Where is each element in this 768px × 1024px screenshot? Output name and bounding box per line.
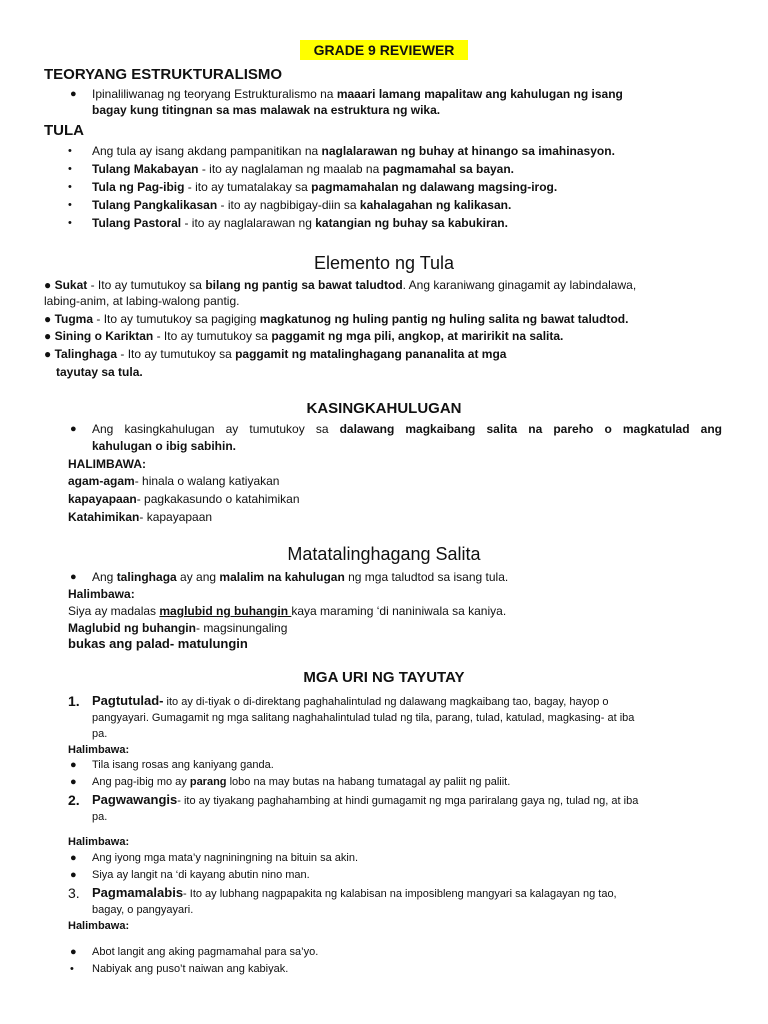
kasing-halimbawa: HALIMBAWA: [68,457,146,471]
tayutay-3-line-2: bagay, o pangyayari. [92,904,194,916]
elemento-sining: ● Sining o Kariktan - Ito ay tumutukoy sa paggamit ng mga pili, angkop, at maririkit na salita. [44,329,564,343]
mata-example-1: Siya ay madalas maglubid ng buhangin kaya maraming ‘di naniniwala sa kaniya. [68,604,507,618]
tula-item-2: Tulang Makabayan - ito ay naglalaman ng maalab na pagmamahal sa bayan. [92,162,514,176]
tula-item-5: Tulang Pastoral - ito ay naglalarawan ng katangian ng buhay sa kabukiran. [92,216,508,230]
bullet-icon: ● [70,946,77,958]
elemento-talinghaga-cont: tayutay sa tula. [56,365,143,379]
bullet-icon: • [68,181,72,193]
tayutay-number-1: 1. [68,693,80,709]
bullet-icon: • [68,163,72,175]
heading-matatalinghaga: Matatalinghagang Salita [287,544,481,564]
bullet-icon: ● [70,759,77,771]
tayutay-3-example-1: Abot langit ang aking pagmamahal para sa’yo. [92,946,319,958]
elemento-talinghaga: ● Talinghaga - Ito ay tumutukoy sa paggamit ng matalinghagang pananalita at mga [44,347,507,361]
bullet-icon: ● [70,869,77,881]
estrukturalismo-line-1: Ipinaliliwanag ng teoryang Estrukturalismo na maaari lamang mapalitaw ang kahulugan ng isang [92,87,623,101]
bullet-icon: • [68,199,72,211]
mata-example-2: Maglubid ng buhangin- magsinungaling [68,621,288,635]
tayutay-2-line-2: pa. [92,811,108,823]
kasing-example-1: agam-agam- hinala o walang katiyakan [68,474,280,488]
elemento-tugma: ● Tugma - Ito ay tumutukoy sa pagiging magkatunog ng huling pantig ng huling salita ng bawat taludtod. [44,312,629,326]
tayutay-2-example-2: Siya ay langit na ‘di kayang abutin nino man. [92,869,310,881]
tayutay-1-line-3: pa. [92,728,108,740]
bullet-icon: ● [70,88,77,100]
tayutay-1-line-1: Pagtutulad- ito ay di-tiyak o di-direktang paghahalintulad ng dalawang magkaibang tao, bagay, hayop o [92,693,609,708]
tayutay-3-line-1: Pagmamalabis- Ito ay lubhang nagpapakita ng kalabisan na imposibleng mangyari sa kalagayan ng tao, [92,885,617,900]
bullet-icon: ● [70,423,77,435]
tayutay-3-example-2: Nabiyak ang puso’t naiwan ang kabiyak. [92,963,289,975]
kasing-line-1: Ang kasingkahulugan ay tumutukoy sa dalawang magkaibang salita na pareho o magkatulad ang [92,422,722,436]
tayutay-2-line-1: Pagwawangis- ito ay tiyakang paghahambing at hindi gumagamit ng mga pariralang gaya ng, tulad ng, at iba [92,792,639,807]
tayutay-3-halimbawa: Halimbawa: [68,920,130,932]
bullet-icon: • [70,963,74,975]
estrukturalismo-line-2: bagay kung titingnan sa mas malawak na estruktura ng wika. [92,103,441,117]
tayutay-1-example-2: Ang pag-ibig mo ay parang lobo na may butas na habang tumatagal ay paliit ng paliit. [92,776,511,788]
heading-kasingkahulugan: KASINGKAHULUGAN [306,400,462,417]
bullet-icon: ● [70,852,77,864]
bullet-icon: • [68,145,72,157]
tayutay-2-example-1: Ang iyong mga mata’y nagniningning na bituin sa akin. [92,852,359,864]
heading-tula: TULA [44,122,84,139]
tayutay-1-line-2: pangyayari. Gumagamit ng mga salitang naghahalintulad tulad ng tila, parang, tulad, katulad, magkasing- at iba [92,712,635,724]
tula-item-1: Ang tula ay isang akdang pampanitikan na naglalarawan ng buhay at hinango sa imahinasyon. [92,144,615,158]
tula-item-4: Tulang Pangkalikasan - ito ay nagbibigay-diin sa kahalagahan ng kalikasan. [92,198,512,212]
kasing-example-3: Katahimikan- kapayapaan [68,510,213,524]
tula-item-3: Tula ng Pag-ibig - ito ay tumatalakay sa pagmamahalan ng dalawang magsing-irog. [92,180,558,194]
tayutay-1-halimbawa: Halimbawa: [68,744,130,756]
bullet-icon: • [68,217,72,229]
tayutay-1-example-1: Tila isang rosas ang kaniyang ganda. [92,759,274,771]
mata-line-1: Ang talinghaga ay ang malalim na kahulugan ng mga taludtod sa isang tula. [92,570,509,584]
kasing-line-2: kahulugan o ibig sabihin. [92,439,237,453]
page-title: GRADE 9 REVIEWER [300,40,468,60]
mata-example-3: bukas ang palad- matulungin [68,636,248,651]
elemento-sukat-cont: labing-anim, at labing-walong pantig. [44,294,240,308]
mata-halimbawa: Halimbawa: [68,587,135,601]
heading-estrukturalismo: TEORYANG ESTRUKTURALISMO [44,66,283,83]
heading-elemento: Elemento ng Tula [313,253,455,273]
tayutay-2-halimbawa: Halimbawa: [68,836,130,848]
bullet-icon: ● [70,571,77,583]
kasing-example-2: kapayapaan- pagkakasundo o katahimikan [68,492,300,506]
elemento-sukat: ● Sukat - Ito ay tumutukoy sa bilang ng pantig sa bawat taludtod. Ang karaniwang ginagamit ay labindalawa, [44,278,637,292]
tayutay-number-3: 3. [68,885,80,901]
heading-tayutay: MGA URI NG TAYUTAY [303,669,465,686]
tayutay-number-2: 2. [68,792,80,808]
bullet-icon: ● [70,776,77,788]
